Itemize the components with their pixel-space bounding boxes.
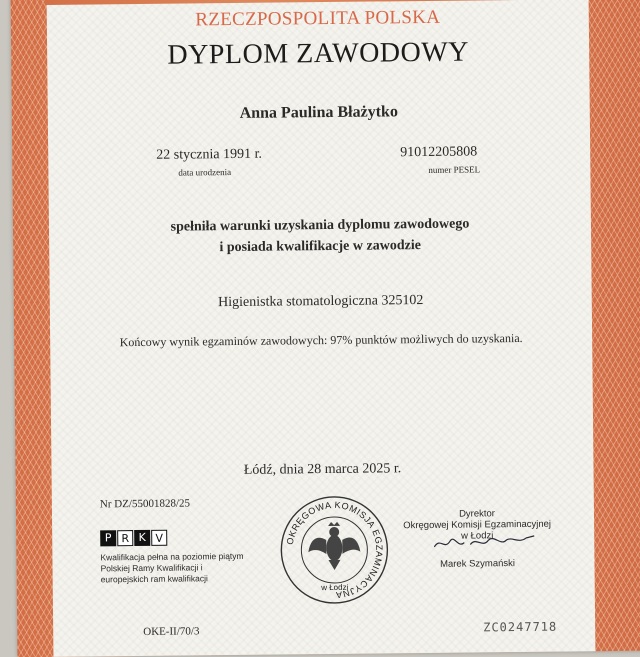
prk-logo bbox=[100, 530, 168, 547]
diploma-number: Nr DZ/55001828/25 bbox=[99, 497, 191, 511]
holder-name: Anna Paulina Błażytko bbox=[239, 103, 398, 122]
pesel-number: 91012205808 bbox=[400, 144, 478, 161]
prk-letter: R bbox=[117, 530, 133, 546]
prk-description: Kwalifikacja pełna na poziomie piątym Polskiej Ramy Kwalifikacji i europejskich ram kwalifikacji bbox=[100, 550, 244, 585]
pesel-caption: numer PESEL bbox=[428, 164, 481, 175]
birth-date-caption: data urodzenia bbox=[178, 167, 232, 178]
official-seal bbox=[278, 493, 391, 606]
serial-number: ZC0247718 bbox=[483, 619, 558, 635]
qualification: Higienistka stomatologiczna 325102 bbox=[218, 293, 424, 311]
diploma-sheet bbox=[11, 0, 640, 657]
guilloche-border-right bbox=[589, 0, 640, 651]
signatory-title-line: Dyrektor bbox=[458, 508, 496, 520]
seal-ring-text: OKRĘGOWA KOMISJA EGZAMINACYJNA bbox=[284, 499, 385, 601]
prk-letter: P bbox=[100, 530, 116, 546]
signatory-name: Marek Szymański bbox=[439, 558, 516, 570]
prk-letter: K bbox=[134, 530, 150, 546]
prk-letter: V bbox=[151, 530, 167, 546]
signatory-title-line: w Łodzi bbox=[461, 530, 494, 542]
condition-line-1: spełniła warunki uzyskania dyplomu zawodowego bbox=[170, 216, 470, 235]
seal-city: w Łodzi bbox=[321, 582, 349, 593]
signatory-title-line: Okręgowej Komisji Egzaminacyjnej bbox=[403, 518, 552, 532]
diploma-title: DYPLOM ZAWODOWY bbox=[167, 36, 470, 71]
country-heading: RZECZPOSPOLITA POLSKA bbox=[195, 6, 441, 31]
diploma-paper bbox=[47, 0, 596, 657]
form-code: OKE-II/70/3 bbox=[143, 625, 200, 638]
handwritten-signature bbox=[430, 530, 540, 555]
exam-result: Końcowy wynik egzaminów zawodowych: 97% punktów możliwych do uzyskania. bbox=[119, 330, 523, 350]
condition-line-2: i posiada kwalifikacje w zawodzie bbox=[219, 238, 421, 256]
eagle-emblem-icon bbox=[308, 522, 360, 571]
birth-date: 22 stycznia 1991 r. bbox=[156, 146, 263, 163]
place-and-date: Łódź, dnia 28 marca 2025 r. bbox=[243, 461, 402, 478]
